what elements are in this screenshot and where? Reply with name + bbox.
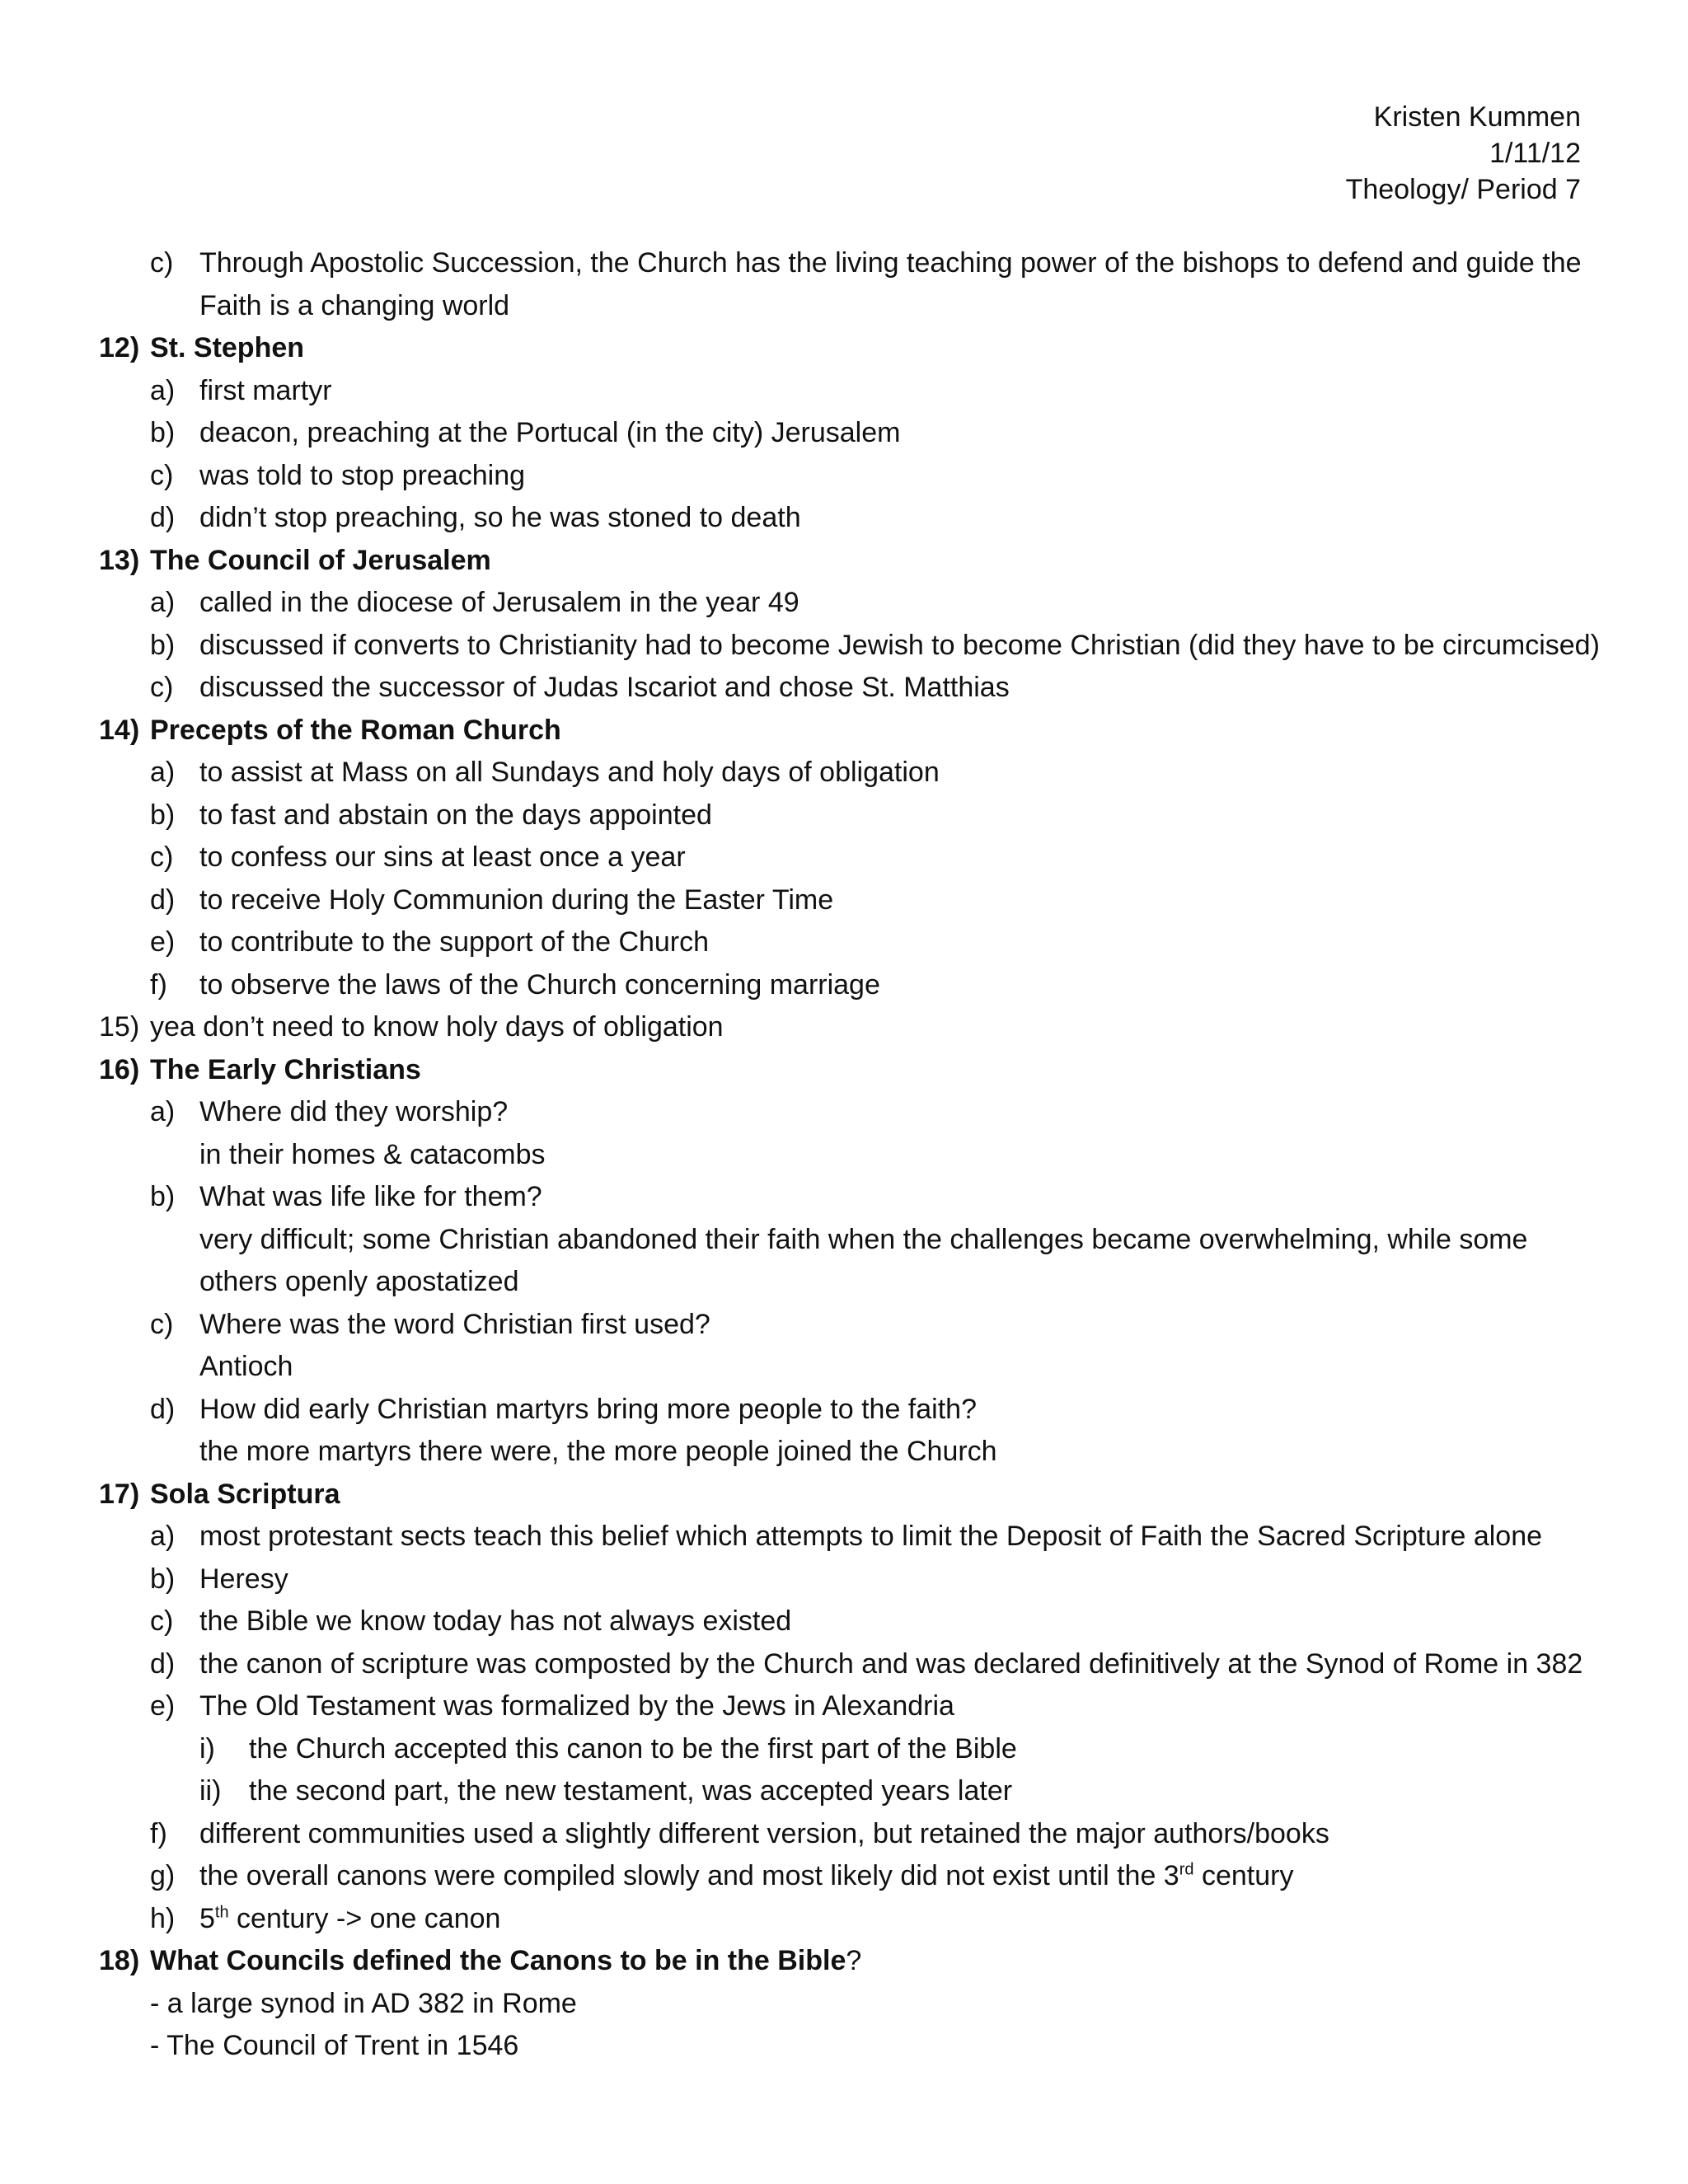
outline-subitem [99, 837, 1599, 879]
item-label: 16) [99, 1053, 140, 1085]
outline-subitem [99, 455, 1599, 498]
outline-subitem [99, 625, 1599, 668]
item-text-main: to fast and abstain on the days appointed [199, 799, 712, 831]
item-text [199, 1134, 546, 1177]
item-label: c) [150, 247, 174, 279]
item-text [150, 710, 561, 752]
outline-subitem [99, 1770, 1599, 1813]
item-text-main: What Councils defined the Canons to be in the Bible [150, 1945, 846, 1976]
item-label: b) [150, 1563, 176, 1595]
outline-subitem [99, 1855, 1599, 1898]
outline-subitem [99, 1516, 1599, 1558]
item-text-main: the canon of scripture was composted by the Church and was declared definitively at the Synod of Rome in 382 [199, 1647, 1583, 1680]
outline-subitem [99, 582, 1599, 625]
outline-subitem [99, 964, 1599, 1007]
outline-continuation [99, 1261, 1599, 1304]
item-text [199, 412, 900, 455]
outline-subitem [99, 1728, 1599, 1771]
superscript: rd [1179, 1860, 1194, 1879]
item-label: b) [150, 417, 176, 448]
item-text-main: others openly apostatized [199, 1266, 519, 1297]
item-text-main: the second part, the new testament, was accepted years later [249, 1775, 1013, 1807]
item-text-main: What was life like for them? [199, 1181, 542, 1212]
item-text [199, 1855, 1293, 1898]
item-text-main: - The Council of Trent in 1546 [150, 2030, 519, 2061]
item-label: i) [199, 1732, 215, 1765]
item-text-main: the Church accepted this canon to be the first part of the Bible [249, 1732, 1017, 1765]
item-text-tail: ? [846, 1945, 862, 1976]
outline-continuation [99, 1346, 1599, 1389]
item-text-main: to contribute to the support of the Church [199, 926, 710, 958]
item-text-main: first martyr [199, 374, 332, 406]
outline-item [99, 1049, 1599, 1092]
item-text [199, 370, 332, 413]
item-text [199, 1898, 500, 1941]
item-text [199, 285, 509, 328]
outline-item [99, 1006, 1599, 1049]
item-text [150, 1006, 724, 1049]
item-text [249, 1728, 1017, 1771]
outline-subitem [99, 921, 1599, 964]
item-text [199, 1558, 288, 1601]
item-label: d) [150, 1647, 176, 1680]
outline-continuation [99, 285, 1599, 328]
item-label: a) [150, 1096, 176, 1127]
item-text [199, 625, 1600, 668]
item-label: a) [150, 587, 176, 618]
item-text [150, 1983, 577, 2026]
item-text-main: - a large synod in AD 382 in Rome [150, 1987, 577, 2019]
course-period: Theology/ Period 7 [1345, 174, 1581, 205]
item-text-main: in their homes & catacombs [199, 1138, 546, 1170]
notes-list [99, 242, 1599, 2068]
item-text-main: Where did they worship? [199, 1096, 509, 1127]
item-text-main: Precepts of the Roman Church [150, 714, 561, 746]
item-label: b) [150, 629, 176, 661]
outline-subitem [99, 1813, 1599, 1856]
item-text-main: 5 [199, 1902, 215, 1934]
author-name: Kristen Kummen [1373, 101, 1581, 133]
item-text-main: most protestant sects teach this belief which attempts to limit the Deposit of Faith the Sacred Scripture alone [199, 1521, 1543, 1552]
item-text [199, 1091, 508, 1134]
item-label: 15) [99, 1011, 140, 1043]
item-text-main: Through Apostolic Succession, the Church has the living teaching power of the bishops to defend and guide the [199, 247, 1582, 279]
item-label: a) [150, 374, 176, 406]
item-text [150, 1474, 340, 1516]
outline-continuation [99, 1431, 1599, 1474]
item-text-main: to receive Holy Communion during the Easter Time [199, 883, 834, 916]
item-text [199, 582, 799, 625]
item-text-main: discussed if converts to Christianity had to become Jewish to become Christian (did they have to be circumcised) [199, 629, 1600, 661]
item-text-main: yea don’t need to know holy days of obligation [150, 1011, 724, 1043]
item-label: e) [150, 926, 176, 958]
item-text-main: discussed the successor of Judas Iscariot and chose St. Matthias [199, 672, 1010, 703]
outline-subitem [99, 1304, 1599, 1347]
item-text-main: Faith is a changing world [199, 289, 510, 321]
item-text [150, 540, 491, 583]
item-label: a) [150, 1521, 176, 1552]
outline-subitem [99, 879, 1599, 922]
item-label: c) [150, 672, 174, 703]
item-text [199, 879, 833, 922]
item-text [199, 752, 940, 794]
item-text [199, 1813, 1329, 1856]
item-label: e) [150, 1690, 176, 1722]
item-label: b) [150, 1181, 176, 1212]
item-text [199, 242, 1582, 285]
item-text-main: How did early Christian martyrs bring more people to the faith? [199, 1393, 977, 1425]
item-label: b) [150, 799, 176, 831]
item-label: h) [150, 1902, 176, 1934]
item-text [199, 1219, 1527, 1262]
item-label: a) [150, 757, 176, 788]
outline-subitem [99, 1176, 1599, 1219]
item-label: 14) [99, 714, 140, 746]
item-label: d) [150, 883, 176, 916]
item-text-main: the Bible we know today has not always existed [199, 1605, 792, 1637]
item-text-main: different communities used a slightly different version, but retained the major authors/books [199, 1817, 1329, 1849]
item-text-main: deacon, preaching at the Portucal (in the city) Jerusalem [199, 417, 901, 448]
item-text-main: the overall canons were compiled slowly and most likely did not exist until the 3 [199, 1860, 1179, 1891]
item-text [199, 1643, 1582, 1686]
outline-subitem [99, 497, 1599, 540]
item-label: c) [150, 1605, 174, 1637]
item-text [199, 921, 709, 964]
outline-subitem [99, 1685, 1599, 1728]
item-text [150, 327, 304, 370]
item-label: 13) [99, 544, 140, 576]
outline-continuation [99, 1219, 1599, 1262]
document-header [1346, 99, 1581, 208]
item-text [249, 1770, 1012, 1813]
item-text [199, 667, 1010, 710]
item-label: 17) [99, 1478, 140, 1510]
item-label: 18) [99, 1945, 140, 1976]
item-text [199, 1304, 710, 1347]
item-text-main: very difficult; some Christian abandoned their faith when the challenges became overwhelming, while some [199, 1223, 1528, 1255]
item-text-main: Sola Scriptura [150, 1478, 340, 1510]
outline-subitem [99, 794, 1599, 837]
outline-subitem [99, 752, 1599, 794]
item-text-main: The Early Christians [150, 1053, 421, 1085]
item-label: c) [150, 1308, 174, 1340]
item-text [150, 1049, 421, 1092]
outline-subitem [99, 1643, 1599, 1686]
item-text-main: The Council of Jerusalem [150, 544, 491, 576]
item-label: d) [150, 1393, 176, 1425]
item-text-main: called in the diocese of Jerusalem in the year 49 [199, 587, 799, 618]
item-label: f) [150, 1817, 167, 1849]
item-text [199, 1346, 293, 1389]
item-text-main: The Old Testament was formalized by the Jews in Alexandria [199, 1690, 954, 1722]
item-text [199, 497, 801, 540]
item-text-main: didn’t stop preaching, so he was stoned to death [199, 502, 801, 533]
outline-subitem [99, 1091, 1599, 1134]
item-label: 12) [99, 332, 140, 363]
item-text-main: was told to stop preaching [199, 459, 526, 491]
item-text-main: Antioch [199, 1351, 293, 1382]
item-text-main: to confess our sins at least once a year [199, 841, 686, 873]
item-label: g) [150, 1860, 176, 1891]
item-text [150, 2025, 518, 2068]
item-text [199, 1176, 542, 1219]
item-text-tail: century [1193, 1860, 1294, 1891]
item-text [199, 794, 712, 837]
outline-subitem [99, 1558, 1599, 1601]
item-label: c) [150, 459, 174, 491]
item-text [199, 1431, 997, 1474]
item-text-main: St. Stephen [150, 332, 305, 363]
outline-subitem [99, 1601, 1599, 1643]
item-text [199, 1685, 954, 1728]
outline-item [99, 1940, 1599, 1983]
outline-subitem [99, 1389, 1599, 1432]
item-text-main: Heresy [199, 1563, 288, 1595]
outline-item [99, 710, 1599, 752]
item-label: c) [150, 841, 174, 873]
outline-item [99, 540, 1599, 583]
document-date: 1/11/12 [1489, 138, 1581, 169]
outline-item [99, 1474, 1599, 1516]
item-text [199, 455, 525, 498]
outline-subitem [99, 2025, 1599, 2068]
item-text [199, 837, 686, 879]
item-text-main: to observe the laws of the Church concerning marriage [199, 968, 880, 1001]
outline-subitem [99, 412, 1599, 455]
outline-subitem [99, 667, 1599, 710]
item-text-main: to assist at Mass on all Sundays and holy days of obligation [199, 757, 940, 788]
outline-continuation [99, 1134, 1599, 1177]
item-text-main: Where was the word Christian first used? [199, 1308, 710, 1340]
outline-subitem [99, 242, 1599, 285]
outline-subitem [99, 1898, 1599, 1941]
item-text-tail: century -> one canon [228, 1902, 501, 1934]
item-text [199, 1516, 1542, 1558]
superscript: th [214, 1903, 229, 1922]
item-text-main: the more martyrs there were, the more people joined the Church [199, 1436, 997, 1467]
item-text [199, 1601, 791, 1643]
item-text [199, 1261, 518, 1304]
item-text [150, 1940, 861, 1983]
item-label: d) [150, 502, 176, 533]
item-text [199, 964, 880, 1007]
item-text [199, 1389, 977, 1432]
outline-item [99, 327, 1599, 370]
item-label: ii) [199, 1775, 222, 1807]
item-label: f) [150, 968, 167, 1001]
outline-subitem [99, 370, 1599, 413]
outline-subitem [99, 1983, 1599, 2026]
